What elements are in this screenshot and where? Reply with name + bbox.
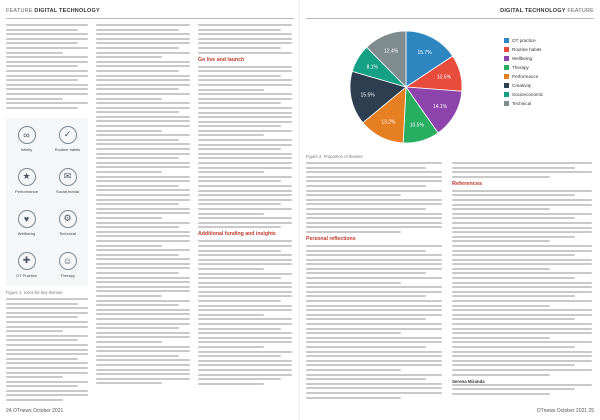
author-bio — [452, 379, 592, 384]
left-running-head — [6, 8, 100, 14]
legend-swatch — [504, 83, 509, 88]
icon-cell-3 — [47, 160, 88, 201]
legend-swatch — [504, 101, 509, 106]
subhead-additional-funding: Additional funding and insights — [198, 231, 276, 238]
legend-label: Performance — [512, 74, 539, 79]
pie-slice-label-7: 12.4% — [384, 48, 399, 55]
pie-chart-figure — [306, 24, 594, 150]
chart-caption: Figure 2: Proportion of themes — [306, 154, 363, 159]
right-running-head — [500, 8, 594, 14]
pie-slice-label-0: 15.7% — [417, 50, 432, 57]
icon-label: Wellbeing — [17, 230, 36, 236]
icon-label: Therapy — [60, 272, 75, 278]
pie-slice-label-2: 14.1% — [432, 104, 448, 111]
left-running-head-title: DIGITAL TECHNOLOGY — [34, 8, 100, 14]
legend-item-6 — [504, 90, 590, 99]
left-col1-text-top — [6, 24, 88, 111]
icon-label: Social media — [56, 188, 79, 194]
technical-icon: ⚙ — [59, 210, 77, 228]
pie-slice-label-1: 10.5% — [436, 74, 452, 81]
legend-swatch — [504, 47, 509, 52]
icon-cell-5 — [47, 202, 88, 243]
legend-swatch — [504, 65, 509, 70]
right-running-head-title: DIGITAL TECHNOLOGY — [500, 8, 566, 14]
legend-label: Wellbeing — [512, 56, 533, 61]
author-name: Serena Miranda — [452, 378, 485, 384]
routine-icon: ✓ — [59, 126, 77, 144]
right-head-rule — [306, 18, 594, 19]
right-page — [300, 0, 600, 420]
icon-grid-caption: Figure 1: Icons for key themes — [6, 290, 63, 295]
icon-cell-7 — [47, 244, 88, 285]
icon-label: Performance — [15, 188, 38, 194]
right-folio: OTnews October 2021 25 — [536, 408, 594, 414]
legend-item-4 — [504, 72, 590, 81]
left-col1-text-bottom — [6, 298, 88, 404]
icon-label: Routine habits — [54, 146, 81, 152]
legend-swatch — [504, 56, 509, 61]
legend-item-3 — [504, 63, 590, 72]
left-head-rule — [6, 18, 294, 19]
icon-label: OT Practice — [15, 272, 38, 278]
icon-label: Technical — [59, 230, 76, 236]
legend-swatch — [504, 74, 509, 79]
legend-label: Creativity — [512, 83, 532, 88]
legend-item-1 — [504, 45, 590, 54]
legend-label: Therapy — [512, 65, 529, 70]
pie-slice-label-6: 8.1% — [366, 64, 379, 71]
therapy-icon: ☺ — [59, 252, 77, 270]
social-media-icon: ✉ — [59, 168, 77, 186]
subhead-references: References — [452, 180, 483, 187]
pie-slice-label-3: 10.5% — [409, 122, 424, 129]
icon-cell-6 — [6, 244, 47, 285]
icon-cell-4 — [6, 202, 47, 243]
legend-item-0 — [504, 36, 590, 45]
subhead-personal-reflections: Personal reflections — [306, 235, 356, 242]
legend-item-2 — [504, 54, 590, 63]
legend-label: Technical — [512, 101, 532, 106]
icon-cell-2 — [6, 160, 47, 201]
left-col2-text — [96, 24, 190, 387]
icon-label: Infinity — [20, 146, 33, 152]
right-running-head-label: FEATURE — [567, 8, 594, 14]
wellbeing-icon: ♥ — [18, 210, 36, 228]
chart-legend — [504, 36, 590, 108]
icon-cell-0 — [6, 118, 47, 159]
left-running-head-label: FEATURE — [6, 8, 33, 14]
legend-swatch — [504, 92, 509, 97]
subhead-go-live: Go live and launch — [198, 56, 245, 63]
legend-label: Routine habits — [512, 47, 542, 52]
icon-cell-1 — [47, 118, 88, 159]
right-col2-text — [452, 162, 592, 397]
legend-item-5 — [504, 81, 590, 90]
left-folio: 24 OTnews October 2021 — [6, 408, 64, 414]
pie-slice-label-5: 15.5% — [360, 92, 375, 99]
performance-icon: ★ — [18, 168, 36, 186]
legend-label: Socioeconomic — [512, 92, 544, 97]
icon-grid — [6, 118, 88, 286]
legend-item-7 — [504, 99, 590, 108]
infinity-icon: ∞ — [18, 126, 36, 144]
ot-practice-icon: ✚ — [18, 252, 36, 270]
right-col1-text — [306, 162, 442, 401]
legend-swatch — [504, 38, 509, 43]
pie-slice-label-4: 13.2% — [381, 119, 396, 126]
left-col3-text — [198, 24, 292, 387]
legend-label: OT practice — [512, 38, 536, 43]
